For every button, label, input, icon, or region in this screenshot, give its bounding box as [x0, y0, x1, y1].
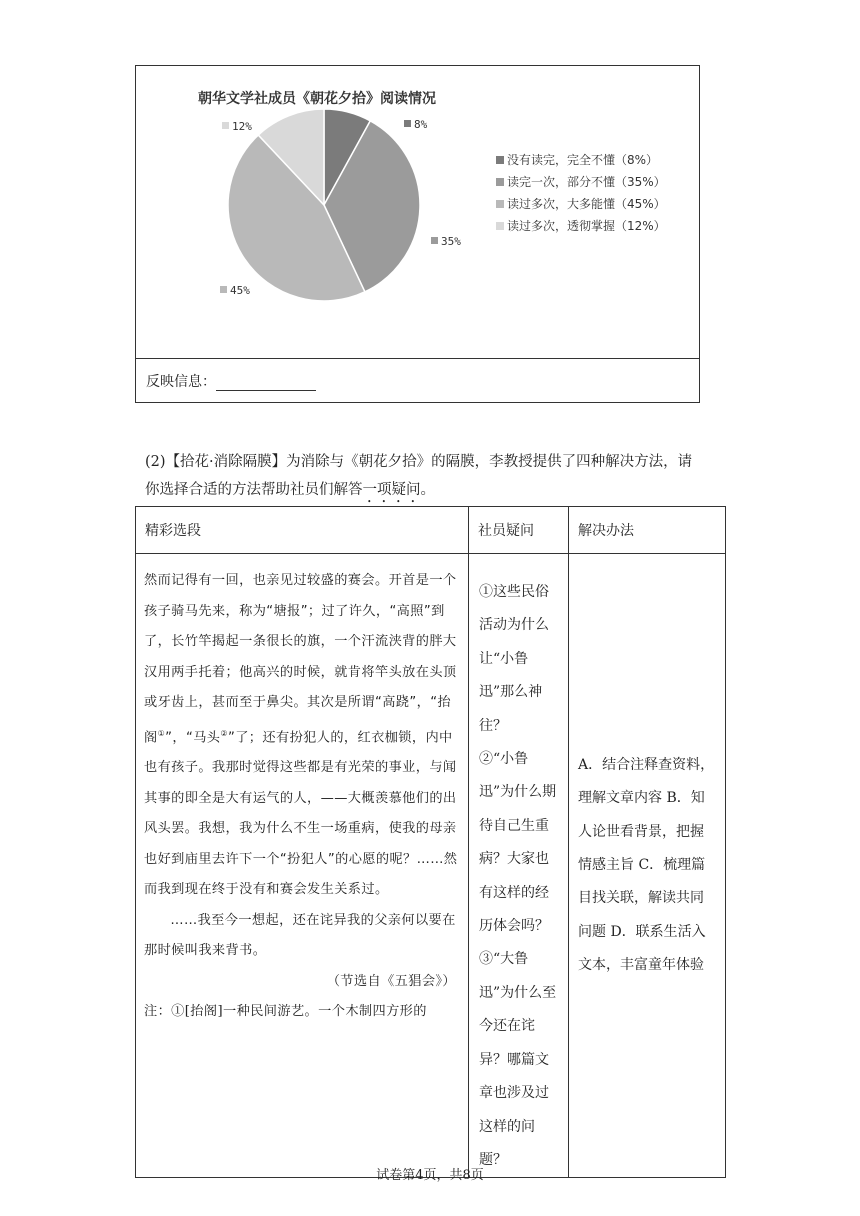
feedback-row	[146, 371, 316, 391]
header-passage: 精彩选段	[136, 507, 469, 554]
question-2-line2-post: 。	[420, 482, 435, 498]
pie-slices	[228, 109, 420, 301]
question-2	[145, 448, 725, 506]
legend-swatch	[496, 200, 504, 208]
header-questions: 社员疑问	[469, 507, 569, 554]
legend-swatch	[496, 156, 504, 164]
question-2-line1: (2)【拾花·消除隔膜】为消除与《朝花夕拾》的隔膜，李教授提供了四种解决方法，请	[145, 454, 693, 470]
chart-title: 朝华文学社成员《朝花夕拾》阅读情况	[198, 91, 436, 107]
question-item-3: ③“大鲁迅”为什么至今还在诧异？哪篇文章也涉及过这样的问题？	[479, 951, 557, 1168]
passage-cell	[136, 554, 469, 1178]
question-item-2: ②“小鲁迅”为什么期待自己生重病？大家也有这样的经历体会吗？	[479, 751, 557, 935]
passage-paragraph-1	[144, 566, 460, 906]
feedback-blank[interactable]	[216, 376, 316, 391]
questions-cell	[469, 554, 569, 1178]
emphasis-text: 一项疑问	[362, 482, 421, 498]
data-label: 8%	[414, 118, 428, 131]
table-row	[136, 554, 726, 1178]
legend-swatch	[496, 222, 504, 230]
passage-text-c: ”了；还有扮犯人的，红衣枷锁，内中也有孩子。我那时觉得这些都是有光荣的事业，与闻其事的即全是大有运气的人，——大概羡慕他们的出风头罢。我想，我为什么不生一场重病，使我的母亲也好到庙里去许下一个“扮犯人”的心愿的呢？……然而我到现在终于没有和赛会发生关系过。	[144, 729, 458, 898]
chart-legend	[496, 152, 666, 233]
legend-label: 没有读完，完全不懂（8%）	[507, 153, 659, 167]
passage-paragraph-2: ……我至今一想起，还在诧异我的父亲何以要在那时候叫我来背书。	[144, 912, 456, 959]
passage-text-b: ”，“马头	[165, 729, 221, 745]
feedback-label: 反映信息：	[146, 374, 216, 390]
legend-label: 读完一次，部分不懂（35%）	[507, 175, 666, 189]
legend-label: 读过多次，大多能懂（45%）	[507, 197, 666, 211]
page-footer: 试卷第4页，共8页	[376, 1168, 484, 1183]
passage-source: （节选自《五猖会》）	[326, 973, 456, 989]
chart-box	[135, 65, 700, 403]
data-label-marker	[222, 122, 229, 129]
data-label-marker	[220, 286, 227, 293]
solutions-cell: A．结合注释查资料，理解文章内容 B．知人论世看背景，把握情感主旨 C．梳理篇目找关联，解读共同问题 D．联系生活入文本，丰富童年体验	[569, 554, 726, 1178]
data-label-marker	[431, 237, 438, 244]
footnote-mark-2: ②	[220, 728, 228, 738]
data-label: 12%	[232, 120, 252, 133]
data-label: 35%	[441, 235, 461, 248]
question-table	[135, 506, 726, 1178]
legend-swatch	[496, 178, 504, 186]
question-item-1: ①这些民俗活动为什么让“小鲁迅”那么神往？	[479, 584, 549, 734]
data-label-marker	[404, 120, 411, 127]
legend-label: 读过多次，透彻掌握（12%）	[507, 219, 666, 233]
passage-note: 注：①[抬阁]一种民间游艺。一个木制四方形的	[144, 1004, 427, 1020]
data-label: 45%	[230, 284, 250, 297]
pie-chart	[136, 66, 699, 358]
table-header-row	[136, 507, 726, 554]
divider	[136, 358, 699, 359]
question-2-line2-pre: 你选择合适的方法帮助社员们解答	[145, 482, 363, 498]
question-2-line2	[145, 476, 725, 506]
header-solutions: 解决办法	[569, 507, 726, 554]
footnote-mark-1: ①	[157, 728, 166, 738]
passage-text-a: 然而记得有一回，也亲见过较盛的赛会。开首是一个孩子骑马先来，称为“塘报”；过了许久，“高照”到了，长竹竿揭起一条很长的旗，一个汗流浃背的胖大汉用两手托着；他高兴的时候，就肯将竿头放在头顶或牙齿上，甚而至于鼻尖。其次是所谓“高跷”，“抬阁	[144, 573, 457, 745]
